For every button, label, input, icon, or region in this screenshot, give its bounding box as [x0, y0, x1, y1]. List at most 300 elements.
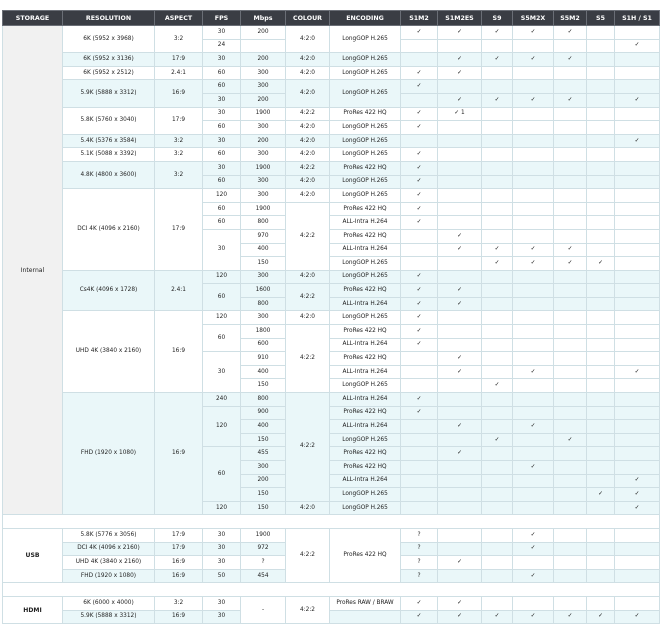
table-row — [3, 66, 660, 80]
s5-cell — [587, 270, 615, 284]
s9-cell — [482, 161, 513, 175]
s1m2es-cell — [438, 379, 482, 393]
s1m2es-cell: ✓ 1 — [438, 107, 482, 121]
aspect-cell: 17:9 — [155, 107, 203, 134]
s1m2es-cell: ✓ — [438, 26, 482, 40]
s1m2-cell: ✓ — [401, 596, 438, 610]
encoding-cell: ALL-Intra H.264 — [330, 420, 401, 434]
resolution-cell: UHD 4K (3840 x 2160) — [63, 556, 155, 570]
s5-cell — [587, 161, 615, 175]
s5m2-cell — [554, 596, 587, 610]
s5m2-cell — [554, 270, 587, 284]
s1m2-cell: ✓ — [401, 393, 438, 407]
s5m2-cell — [554, 66, 587, 80]
mbps-cell: 300 — [241, 270, 286, 284]
s9-cell — [482, 569, 513, 583]
s5m2-cell — [554, 175, 587, 189]
s1m2es-cell — [438, 121, 482, 135]
aspect-cell: 16:9 — [155, 610, 203, 624]
encoding-cell: LongGOP H.265 — [330, 80, 401, 107]
resolution-cell: 6K (6000 x 4000) — [63, 596, 155, 610]
s5m2-cell — [554, 297, 587, 311]
s9-cell — [482, 365, 513, 379]
fps-cell: 30 — [203, 556, 241, 570]
s1h-s1-cell — [615, 121, 660, 135]
mbps-cell: 454 — [241, 569, 286, 583]
table-row — [3, 161, 660, 175]
mbps-cell: 200 — [241, 93, 286, 107]
s5m2-cell — [554, 148, 587, 162]
mbps-cell: 972 — [241, 542, 286, 556]
mbps-cell: 300 — [241, 80, 286, 94]
mbps-cell: 300 — [241, 175, 286, 189]
s5m2x-cell: ✓ — [513, 420, 554, 434]
s5-cell — [587, 216, 615, 230]
fps-cell: 60 — [203, 325, 241, 352]
s5m2x-cell — [513, 189, 554, 203]
s1m2es-cell — [438, 488, 482, 502]
header-s9: S9 — [482, 11, 513, 26]
s1h-s1-cell — [615, 433, 660, 447]
s1h-s1-cell — [615, 148, 660, 162]
s1m2-cell: ? — [401, 569, 438, 583]
encoding-cell: ALL-Intra H.264 — [330, 365, 401, 379]
s1h-s1-cell: ✓ — [615, 474, 660, 488]
recording-formats-table — [2, 10, 660, 624]
s5m2-cell — [554, 216, 587, 230]
s5m2x-cell — [513, 447, 554, 461]
s1h-s1-cell — [615, 338, 660, 352]
s5m2-cell — [554, 311, 587, 325]
s1h-s1-cell — [615, 569, 660, 583]
s5-cell — [587, 596, 615, 610]
table-row — [3, 148, 660, 162]
s1h-s1-cell — [615, 80, 660, 94]
s9-cell — [482, 461, 513, 475]
s1h-s1-cell — [615, 189, 660, 203]
s1h-s1-cell — [615, 216, 660, 230]
colour-cell: 4:2:2 — [286, 596, 330, 623]
s5m2-cell — [554, 134, 587, 148]
s1m2-cell: ✓ — [401, 338, 438, 352]
fps-cell: 60 — [203, 216, 241, 230]
s1m2es-cell — [438, 80, 482, 94]
encoding-cell: ProRes RAW / BRAW — [330, 596, 401, 610]
header-s1m2es: S1M2ES — [438, 11, 482, 26]
s5-cell — [587, 93, 615, 107]
s1m2es-cell: ✓ — [438, 297, 482, 311]
s1h-s1-cell: ✓ — [615, 488, 660, 502]
s5m2x-cell — [513, 311, 554, 325]
s5m2x-cell: ✓ — [513, 569, 554, 583]
s5-cell — [587, 134, 615, 148]
fps-cell: 30 — [203, 528, 241, 542]
aspect-cell: 3:2 — [155, 134, 203, 148]
s1m2es-cell: ✓ — [438, 365, 482, 379]
header-resolution: RESOLUTION — [63, 11, 155, 26]
resolution-cell: FHD (1920 x 1080) — [63, 393, 155, 515]
s5m2x-cell — [513, 270, 554, 284]
encoding-cell: LongGOP H.265 — [330, 270, 401, 284]
s5m2x-cell — [513, 406, 554, 420]
encoding-cell: ALL-Intra H.264 — [330, 393, 401, 407]
s5m2-cell — [554, 284, 587, 298]
encoding-cell: LongGOP H.265 — [330, 488, 401, 502]
s9-cell — [482, 121, 513, 135]
s5-cell — [587, 461, 615, 475]
colour-cell: 4:2:0 — [286, 121, 330, 135]
colour-cell: 4:2:2 — [286, 161, 330, 175]
s1h-s1-cell — [615, 542, 660, 556]
mbps-cell: 300 — [241, 66, 286, 80]
s1h-s1-cell: ✓ — [615, 134, 660, 148]
colour-cell: 4:2:0 — [286, 189, 330, 203]
s9-cell — [482, 175, 513, 189]
mbps-cell: 910 — [241, 352, 286, 366]
s1h-s1-cell — [615, 229, 660, 243]
s5m2-cell — [554, 406, 587, 420]
s5m2x-cell: ✓ — [513, 542, 554, 556]
encoding-cell: LongGOP H.265 — [330, 134, 401, 148]
storage-usb-cell: USB — [3, 528, 63, 582]
s1h-s1-cell: ✓ — [615, 93, 660, 107]
s5m2-cell — [554, 379, 587, 393]
s5m2-cell — [554, 447, 587, 461]
s5-cell — [587, 39, 615, 53]
s1h-s1-cell — [615, 325, 660, 339]
s1m2es-cell: ✓ — [438, 53, 482, 67]
s5-cell — [587, 433, 615, 447]
s5m2-cell — [554, 542, 587, 556]
s1m2es-cell — [438, 202, 482, 216]
s5m2-cell — [554, 556, 587, 570]
s1m2es-cell — [438, 406, 482, 420]
encoding-cell: LongGOP H.265 — [330, 53, 401, 67]
s1h-s1-cell — [615, 556, 660, 570]
s5m2x-cell — [513, 474, 554, 488]
fps-cell: 30 — [203, 229, 241, 270]
encoding-cell: ProRes 422 HQ — [330, 406, 401, 420]
encoding-cell: LongGOP H.265 — [330, 189, 401, 203]
resolution-cell: FHD (1920 x 1080) — [63, 569, 155, 583]
s5-cell — [587, 66, 615, 80]
s1m2-cell — [401, 461, 438, 475]
s5-cell — [587, 569, 615, 583]
colour-cell: 4:2:0 — [286, 53, 330, 67]
s1m2es-cell: ✓ — [438, 610, 482, 624]
s1h-s1-cell — [615, 257, 660, 271]
s5-cell — [587, 311, 615, 325]
header-colour: COLOUR — [286, 11, 330, 26]
section-divider-cell — [3, 583, 660, 597]
aspect-cell: 3:2 — [155, 161, 203, 188]
colour-cell: 4:2:2 — [286, 107, 330, 121]
s1m2-cell: ✓ — [401, 80, 438, 94]
s5m2-cell: ✓ — [554, 433, 587, 447]
s1m2es-cell: ✓ — [438, 556, 482, 570]
s1m2es-cell — [438, 501, 482, 515]
s5m2-cell — [554, 121, 587, 135]
s1h-s1-cell: ✓ — [615, 610, 660, 624]
s1m2es-cell — [438, 325, 482, 339]
table-row — [3, 528, 660, 542]
fps-cell: 30 — [203, 352, 241, 393]
section-divider-cell — [3, 515, 660, 529]
resolution-cell: 6K (5952 x 3136) — [63, 53, 155, 67]
mbps-cell: 300 — [241, 121, 286, 135]
s5-cell — [587, 338, 615, 352]
s9-cell — [482, 596, 513, 610]
header-s5m2: S5M2 — [554, 11, 587, 26]
s5-cell — [587, 447, 615, 461]
s9-cell — [482, 66, 513, 80]
s9-cell: ✓ — [482, 379, 513, 393]
s5m2x-cell — [513, 596, 554, 610]
s5-cell — [587, 243, 615, 257]
s9-cell: ✓ — [482, 433, 513, 447]
mbps-cell: 1900 — [241, 202, 286, 216]
mbps-cell: 970 — [241, 229, 286, 243]
s5m2x-cell — [513, 80, 554, 94]
s9-cell: ✓ — [482, 243, 513, 257]
s1h-s1-cell — [615, 107, 660, 121]
s1h-s1-cell — [615, 311, 660, 325]
encoding-cell: ProRes 422 HQ — [330, 107, 401, 121]
s5m2-cell — [554, 365, 587, 379]
s1h-s1-cell — [615, 596, 660, 610]
encoding-cell: ProRes 422 HQ — [330, 447, 401, 461]
encoding-cell: LongGOP H.265 — [330, 433, 401, 447]
s5-cell — [587, 107, 615, 121]
fps-cell: 120 — [203, 501, 241, 515]
s5-cell — [587, 352, 615, 366]
s5m2x-cell — [513, 352, 554, 366]
fps-cell: 120 — [203, 270, 241, 284]
s1h-s1-cell — [615, 447, 660, 461]
s9-cell — [482, 488, 513, 502]
s5m2x-cell: ✓ — [513, 93, 554, 107]
table-row — [3, 610, 660, 624]
s1h-s1-cell — [615, 379, 660, 393]
mbps-cell: 200 — [241, 53, 286, 67]
s1h-s1-cell: ✓ — [615, 501, 660, 515]
section-divider — [3, 515, 660, 529]
resolution-cell: 5.1K (5088 x 3392) — [63, 148, 155, 162]
encoding-cell: ALL-Intra H.264 — [330, 338, 401, 352]
mbps-cell: 600 — [241, 338, 286, 352]
s5m2-cell — [554, 161, 587, 175]
s5m2x-cell — [513, 216, 554, 230]
mbps-cell: 455 — [241, 447, 286, 461]
s1m2es-cell — [438, 338, 482, 352]
s9-cell — [482, 311, 513, 325]
s1h-s1-cell — [615, 528, 660, 542]
encoding-cell: ProRes 422 HQ — [330, 461, 401, 475]
s5-cell — [587, 325, 615, 339]
s5m2-cell — [554, 528, 587, 542]
s9-cell — [482, 189, 513, 203]
fps-cell: 30 — [203, 610, 241, 624]
s5m2-cell — [554, 474, 587, 488]
s9-cell — [482, 352, 513, 366]
s1m2-cell — [401, 93, 438, 107]
s1m2-cell — [401, 420, 438, 434]
s1m2es-cell: ✓ — [438, 447, 482, 461]
s5m2-cell — [554, 338, 587, 352]
s5m2-cell: ✓ — [554, 257, 587, 271]
s5-cell — [587, 229, 615, 243]
aspect-cell: 17:9 — [155, 53, 203, 67]
fps-cell: 120 — [203, 311, 241, 325]
encoding-cell: LongGOP H.265 — [330, 175, 401, 189]
s1m2-cell: ✓ — [401, 148, 438, 162]
colour-cell: 4:2:2 — [286, 528, 330, 582]
s9-cell: ✓ — [482, 93, 513, 107]
resolution-cell: UHD 4K (3840 x 2160) — [63, 311, 155, 393]
s5m2x-cell — [513, 501, 554, 515]
mbps-cell: 900 — [241, 406, 286, 420]
colour-cell: 4:2:2 — [286, 325, 330, 393]
mbps-cell: 300 — [241, 461, 286, 475]
fps-cell: 50 — [203, 569, 241, 583]
colour-cell: 4:2:0 — [286, 270, 330, 284]
s1m2es-cell — [438, 189, 482, 203]
s5m2x-cell: ✓ — [513, 53, 554, 67]
s5-cell — [587, 406, 615, 420]
s5m2-cell: ✓ — [554, 610, 587, 624]
s5-cell — [587, 365, 615, 379]
resolution-cell: 6K (5952 x 3968) — [63, 26, 155, 53]
mbps-cell: 200 — [241, 474, 286, 488]
s9-cell: ✓ — [482, 53, 513, 67]
s1m2-cell: ✓ — [401, 297, 438, 311]
encoding-cell: LongGOP H.265 — [330, 311, 401, 325]
s1m2-cell — [401, 379, 438, 393]
s5-cell — [587, 175, 615, 189]
s5m2-cell — [554, 352, 587, 366]
table-row — [3, 311, 660, 325]
s1h-s1-cell — [615, 26, 660, 40]
s1h-s1-cell — [615, 243, 660, 257]
resolution-cell: 5.9K (5888 x 3312) — [63, 80, 155, 107]
s1m2-cell — [401, 39, 438, 53]
aspect-cell: 17:9 — [155, 528, 203, 542]
encoding-cell: ALL-Intra H.264 — [330, 474, 401, 488]
colour-cell: 4:2:0 — [286, 26, 330, 53]
storage-hdmi-cell: HDMI — [3, 596, 63, 623]
aspect-cell: 16:9 — [155, 393, 203, 515]
s1h-s1-cell — [615, 270, 660, 284]
s5m2-cell: ✓ — [554, 93, 587, 107]
header-encoding: ENCODING — [330, 11, 401, 26]
colour-cell: 4:2:2 — [286, 202, 330, 270]
table-row — [3, 107, 660, 121]
encoding-cell: ALL-Intra H.264 — [330, 216, 401, 230]
s9-cell: ✓ — [482, 257, 513, 271]
fps-cell: 30 — [203, 26, 241, 40]
s9-cell — [482, 556, 513, 570]
s5-cell — [587, 202, 615, 216]
s5m2x-cell — [513, 66, 554, 80]
s9-cell — [482, 420, 513, 434]
resolution-cell: 4.8K (4800 x 3600) — [63, 161, 155, 188]
fps-cell: 30 — [203, 596, 241, 610]
mbps-cell: 150 — [241, 501, 286, 515]
s1m2es-cell: ✓ — [438, 66, 482, 80]
s1m2-cell — [401, 447, 438, 461]
s1m2-cell — [401, 433, 438, 447]
s5-cell: ✓ — [587, 488, 615, 502]
aspect-cell: 3:2 — [155, 596, 203, 610]
s5-cell — [587, 420, 615, 434]
encoding-cell — [330, 610, 401, 624]
mbps-cell: 1800 — [241, 325, 286, 339]
encoding-cell: ProRes 422 HQ — [330, 202, 401, 216]
mbps-cell: 800 — [241, 216, 286, 230]
s1m2-cell: ✓ — [401, 610, 438, 624]
s5m2x-cell: ✓ — [513, 528, 554, 542]
header-storage: STORAGE — [3, 11, 63, 26]
s5m2-cell: ✓ — [554, 26, 587, 40]
fps-cell: 60 — [203, 202, 241, 216]
fps-cell: 60 — [203, 284, 241, 311]
s5m2-cell — [554, 39, 587, 53]
fps-cell: 30 — [203, 107, 241, 121]
aspect-cell: 16:9 — [155, 569, 203, 583]
s1m2-cell — [401, 243, 438, 257]
mbps-cell: 400 — [241, 243, 286, 257]
mbps-cell: 1900 — [241, 107, 286, 121]
s1m2es-cell — [438, 134, 482, 148]
storage-internal-cell: Internal — [3, 26, 63, 515]
s5m2-cell — [554, 202, 587, 216]
mbps-cell: - — [241, 596, 286, 623]
s9-cell — [482, 406, 513, 420]
s1m2-cell: ✓ — [401, 26, 438, 40]
resolution-cell: DCI 4K (4096 x 2160) — [63, 189, 155, 271]
s1m2es-cell — [438, 257, 482, 271]
table-row — [3, 189, 660, 203]
mbps-cell: ? — [241, 556, 286, 570]
s5-cell — [587, 53, 615, 67]
s9-cell — [482, 80, 513, 94]
s1h-s1-cell — [615, 393, 660, 407]
s5-cell — [587, 379, 615, 393]
s5-cell — [587, 556, 615, 570]
s1m2-cell: ✓ — [401, 161, 438, 175]
s1h-s1-cell — [615, 53, 660, 67]
table-row — [3, 134, 660, 148]
s1h-s1-cell — [615, 202, 660, 216]
fps-cell: 240 — [203, 393, 241, 407]
s1m2es-cell — [438, 216, 482, 230]
colour-cell: 4:2:0 — [286, 311, 330, 325]
s1m2es-cell — [438, 542, 482, 556]
s1m2-cell — [401, 53, 438, 67]
s5-cell — [587, 26, 615, 40]
colour-cell: 4:2:0 — [286, 501, 330, 515]
s1m2es-cell — [438, 39, 482, 53]
section-divider — [3, 583, 660, 597]
s1m2-cell: ? — [401, 528, 438, 542]
mbps-cell: 300 — [241, 311, 286, 325]
s1h-s1-cell — [615, 406, 660, 420]
s1h-s1-cell — [615, 420, 660, 434]
mbps-cell: 1600 — [241, 284, 286, 298]
s5m2-cell — [554, 420, 587, 434]
s1h-s1-cell — [615, 161, 660, 175]
s1m2-cell — [401, 229, 438, 243]
